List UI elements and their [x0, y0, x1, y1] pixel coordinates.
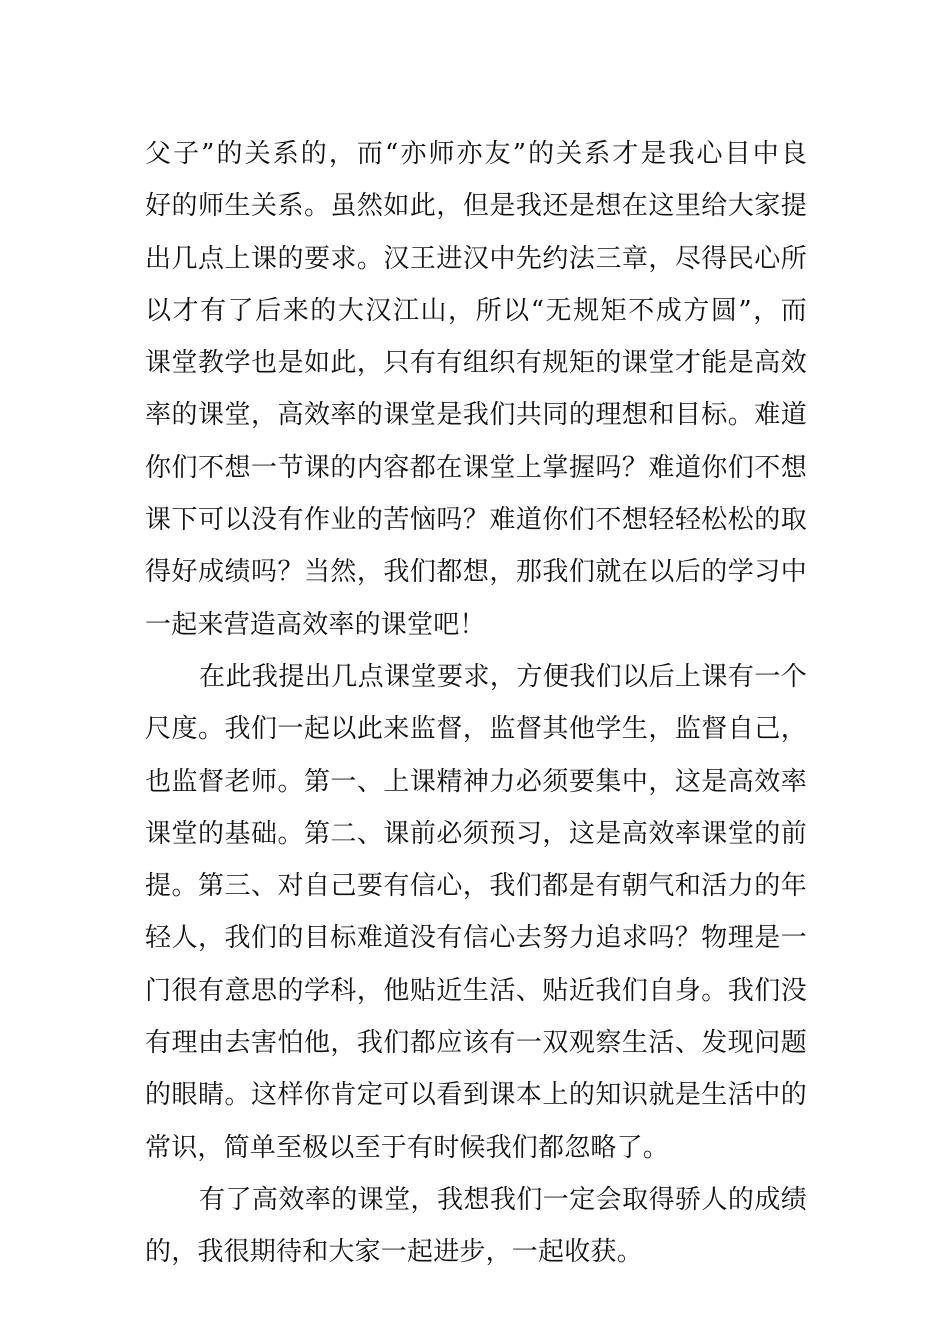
text-line: 也监督老师。第一、上课精神力必须要集中，这是高效率: [145, 766, 807, 797]
text-line: 以才有了后来的大汉江山，所以“无规矩不成方圆”，而: [145, 295, 807, 326]
text-line: 尺度。我们一起以此来监督，监督其他学生，监督自己，: [145, 714, 807, 745]
text-line: 的，我很期待和大家一起进步，一起收获。: [145, 1237, 643, 1268]
text-line: 得好成绩吗？当然，我们都想，那我们就在以后的学习中: [145, 557, 807, 588]
text-line: 课堂教学也是如此，只有有组织有规矩的课堂才能是高效: [145, 348, 807, 379]
text-line: 提。第三、对自己要有信心，我们都是有朝气和活力的年: [145, 871, 807, 902]
paragraph-3: [145, 1174, 807, 1279]
text-line: 常识，简单至极以至于有时候我们都忽略了。: [145, 1132, 670, 1163]
text-line: 有了高效率的课堂，我想我们一定会取得骄人的成绩: [199, 1184, 807, 1215]
text-line: 的眼睛。这样你肯定可以看到课本上的知识就是生活中的: [145, 1080, 807, 1111]
paragraph-1: [145, 128, 807, 651]
text-line: 出几点上课的要求。汉王进汉中先约法三章，尽得民心所: [145, 243, 807, 274]
text-line: 轻人，我们的目标难道没有信心去努力追求吗？物理是一: [145, 923, 807, 954]
text-line: 好的师生关系。虽然如此，但是我还是想在这里给大家提: [145, 191, 807, 222]
text-line: 门很有意思的学科，他贴近生活、贴近我们自身。我们没: [145, 975, 807, 1006]
text-line: 在此我提出几点课堂要求，方便我们以后上课有一个: [199, 661, 807, 692]
text-line: 课堂的基础。第二、课前必须预习，这是高效率课堂的前: [145, 818, 807, 849]
text-line: 父子”的关系的，而“亦师亦友”的关系才是我心目中良: [145, 139, 807, 169]
text-line: 有理由去害怕他，我们都应该有一双观察生活、发现问题: [145, 1028, 807, 1059]
text-line: 率的课堂，高效率的课堂是我们共同的理想和目标。难道: [145, 400, 807, 431]
paragraph-2: [145, 651, 807, 1174]
text-line: 一起来营造高效率的课堂吧！: [145, 609, 486, 640]
text-line: 课下可以没有作业的苦恼吗？难道你们不想轻轻松松的取: [145, 505, 807, 536]
document-body: [145, 128, 807, 1279]
text-line: 你们不想一节课的内容都在课堂上掌握吗？难道你们不想: [145, 452, 807, 483]
